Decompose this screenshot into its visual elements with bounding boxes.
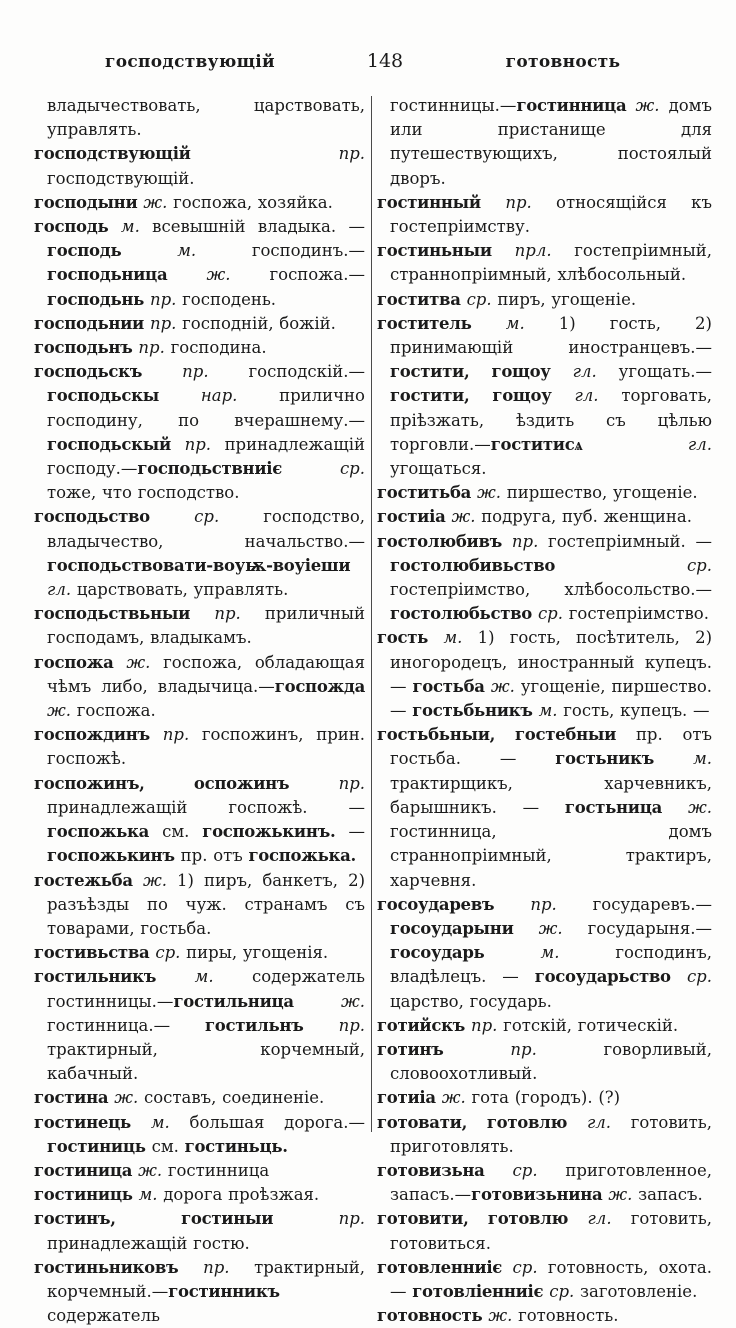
dictionary-entry [377,723,712,892]
headword: гостивьства [34,943,156,963]
grammar-tag: ж. [142,870,178,890]
dictionary-entry [34,1207,365,1255]
dictionary-entry [377,1304,712,1328]
dictionary-entry [377,530,712,627]
running-title-left: господствующій [105,52,275,72]
headword: готовліенниіє [412,1281,550,1301]
grammar-tag: ср. [512,1257,548,1277]
definition-text: готскій, готическій. [503,1015,679,1035]
headword: гостити, гощоу [390,362,573,382]
grammar-tag: м. [177,241,252,261]
dictionary-entry [377,1207,712,1255]
definition-text: составъ, соединеніе. [144,1088,325,1108]
dictionary-entry [377,893,712,1014]
grammar-tag: м. [443,628,478,648]
definition-text: — [348,822,365,842]
grammar-tag: ж. [490,676,521,696]
grammar-tag: ж. [488,1306,519,1326]
headword: госоударыни [390,918,539,938]
headword: гостиньныи [377,241,515,261]
dictionary-entry [34,1159,365,1183]
grammar-tag: ж. [340,991,365,1011]
definition-text: всевышній владыка. — [152,217,365,237]
definition-text: готовить, готовиться. [390,1209,712,1253]
dictionary-entry [34,869,365,942]
definition-text: госпожа, хозяйка. [173,192,333,212]
grammar-tag: ж. [477,483,507,503]
headword: господьскый [47,434,185,454]
grammar-tag: ср. [466,289,498,309]
grammar-tag: ж. [114,1088,144,1108]
headword: господьнь [47,289,150,309]
dictionary-entry [377,1038,712,1086]
headword: гостильникъ [34,967,195,987]
definition-text: готовность, охота. — [390,1257,712,1301]
entry-continuation [34,94,365,142]
grammar-tag: ср. [339,459,365,479]
headword: госпожинъ, оспожинъ [34,773,339,793]
definition-text: гостинница, домъ страннопріимный, трактиръ, харчевня. [390,822,712,890]
definition-text: см. [151,1136,185,1156]
dictionary-entry [34,941,365,965]
grammar-tag: ж. [687,797,712,817]
definition-text: приличный господамъ, владыкамъ. [47,604,365,648]
definition-text: относящійся къ гостепріимству. [390,192,712,237]
grammar-tag: пр. [530,894,593,914]
definition-text: трактирный, корчемный, кабачный. [47,1039,365,1084]
dictionary-entry [34,772,365,869]
headword: госпожда [274,676,365,696]
dictionary-entry [377,505,712,529]
headword: господьскъ [34,362,183,382]
headword: готовати, готовлю [377,1112,587,1132]
definition-text: гостепріимство, хлѣбосольство.— [390,580,712,600]
definition-text: гостепріимство. [568,604,709,624]
grammar-tag: ж. [47,701,77,721]
running-title-right: готовность [505,52,621,72]
dictionary-entry [34,336,365,360]
grammar-tag: ж. [441,1088,472,1108]
grammar-tag: пр. [338,1015,365,1035]
headword: гостолюбивьство [390,555,687,575]
grammar-tag: м. [150,1112,190,1132]
definition-text: господень. [182,289,277,309]
definition-text: царство, государь. [390,991,552,1011]
headword: гостиниць [47,1136,152,1156]
text-columns [0,88,736,1328]
headword: господьствовати-воуѭ-воуіеши [47,555,351,575]
definition-text: госпожинъ, прин. госпожѣ. [47,725,365,769]
dictionary-entry [34,602,365,650]
definition-text: угощаться. [390,459,487,479]
headword: готиіа [377,1088,442,1108]
grammar-tag: пр. [149,289,183,309]
headword: господьнии [34,313,150,333]
grammar-tag: ж. [206,265,270,285]
dictionary-entry [34,312,365,336]
dictionary-entry [34,1111,365,1159]
grammar-tag: гл. [47,580,77,600]
definition-text: трактирщикъ, харчевникъ, барышникъ. — [390,773,712,817]
dictionary-entry [34,1086,365,1110]
grammar-tag: ж. [138,1160,168,1180]
headword: госпожькинъ. [202,822,349,842]
grammar-tag: гл. [586,1112,631,1132]
headword: гостиіа [377,507,452,527]
headword: гостиница [34,1160,139,1180]
dictionary-entry [34,1183,365,1207]
definition-text: пр. отъ гостьба. — [390,725,712,769]
dictionary-entry [377,626,712,723]
definition-text: подруга, пуб. женщина. [481,507,693,527]
headword: гостолюбивъ [377,531,512,551]
grammar-tag: ср. [512,1160,566,1180]
grammar-tag: ж. [143,192,174,212]
headword: гость [377,628,444,648]
definition-text: госпожа. [76,701,156,721]
definition-text: домъ или пристанище для путешествующихъ, постоялый дворъ. [390,96,712,188]
dictionary-entry [34,215,365,312]
grammar-tag: пр. [214,604,265,624]
grammar-tag: прл. [514,241,575,261]
definition-text: господинъ.— [251,241,365,261]
definition-text: гостинницы.— [390,96,517,115]
headword: господь [47,241,178,261]
definition-text: господствующій. [47,168,195,188]
dictionary-entry [34,142,365,190]
grammar-tag: ж. [126,652,164,672]
definition-text: торговать, пріѣзжать, ѣздить съ цѣлью торговли.— [390,386,712,454]
definition-text: большая дорога.— [189,1112,365,1132]
definition-text: дорога проѣзжая. [163,1185,320,1205]
headword: гостити, гощоу [390,386,575,406]
grammar-tag: м. [538,701,564,721]
grammar-tag: ж. [451,507,482,527]
definition-text: господина. [170,338,267,358]
headword: господыни [34,192,144,212]
definition-text: запасъ. [638,1185,703,1205]
grammar-tag: пр. [505,192,557,212]
headword: гостильница [173,991,341,1011]
definition-text: гостепріимный, страннопріимный, хлѣбосольный. [390,241,712,285]
grammar-tag: пр. [184,434,225,454]
grammar-tag: пр. [182,362,249,382]
headword: гостьникъ [555,749,694,769]
dictionary-entry [377,1159,712,1207]
headword: господь [34,217,121,237]
definition-text: трактирный, корчемный.— [47,1257,365,1301]
grammar-tag: гл. [572,362,619,382]
dictionary-entry [34,723,365,771]
grammar-tag: пр. [510,1039,604,1059]
headword: гостьбьникъ [412,701,539,721]
dictionary-entry [34,651,365,724]
headword: господьница [47,265,207,285]
headword: гостинный [377,192,506,212]
left-column [34,94,365,1328]
grammar-tag: гл. [587,1209,631,1229]
grammar-tag: ж. [608,1185,639,1205]
grammar-tag: пр. [511,531,549,551]
grammar-tag: гл. [574,386,622,406]
headword: готинъ [377,1039,511,1059]
grammar-tag: пр. [338,144,365,164]
definition-text: пиры, угощенія. [186,943,329,963]
page-number: 148 [366,50,404,72]
headword: господьство [34,507,195,527]
page-header [0,0,736,88]
grammar-tag: пр. [162,725,202,745]
definition-text: господскій.— [248,362,365,382]
column-divider-rule [371,96,372,1132]
definition-text: госпожа.— [269,265,365,285]
definition-text: царствовать, управлять. [76,580,289,600]
grammar-tag: ж. [635,96,669,115]
headword: госоударь [390,943,541,963]
definition-text: готовить, приготовлять. [390,1112,712,1156]
grammar-tag: м. [138,1185,164,1205]
grammar-tag: пр. [138,338,171,358]
headword: гоститисѧ [490,434,688,454]
dictionary-entry [377,1256,712,1304]
headword: господьствниіє [137,459,340,479]
grammar-tag: пр. [149,313,183,333]
headword: готовити, готовлю [377,1209,588,1229]
grammar-tag: ср. [537,604,569,624]
dictionary-entry [34,505,365,602]
dictionary-entry [377,239,712,287]
definition-text: государевъ.— [592,894,712,914]
dictionary-entry [377,481,712,505]
headword: готовизьнина [471,1185,609,1205]
headword: готийскъ [377,1015,471,1035]
definition-text: 1) пиръ, банкетъ, 2) разъѣзды по чуж. странамъ съ товарами, гостьба. [47,870,366,938]
definition-text: гота (городъ). (?) [471,1088,621,1108]
headword: гостьбьныи, гостебныи [377,725,636,745]
headword: гостинъ, гостиныи [34,1209,339,1229]
headword: гостьба [412,676,491,696]
definition-text: 1) гость, посѣтитель, 2) иногородецъ, иностранный купецъ.— [390,628,713,696]
headword: госпожа [34,652,127,672]
headword: господствующій [34,144,339,164]
grammar-tag: ср. [686,555,712,575]
dictionary-entry [34,965,365,1086]
headword: гостинникъ [168,1281,280,1301]
dictionary-entry [34,360,365,505]
definition-text: господинъ, владѣлецъ. — [390,943,713,987]
definition-text: прилично господину, по вчерашнему.— [47,386,365,430]
headword: гоститель [377,313,506,333]
headword: готовизьна [377,1160,513,1180]
definition-text: принадлежащій госпожѣ. — [47,797,365,817]
definition-text: владычествовать, царствовать, управлять. [47,96,365,140]
grammar-tag: ср. [549,1281,581,1301]
definition-text: готовность. [518,1306,619,1326]
definition-text: принадлежащій гостю. [47,1233,250,1253]
definition-text: см. [162,822,203,842]
headword: гостильнъ [205,1015,339,1035]
definition-text: угощеніе, пиршество.— [390,676,712,721]
grammar-tag: м. [540,943,616,963]
grammar-tag: нар. [200,386,280,406]
headword: гостинница [516,96,636,115]
grammar-tag: пр. [203,1257,255,1277]
definition-text: господство, владычество, начальство.— [47,507,365,551]
definition-text: угощать.— [618,362,712,382]
headword: гостиниць [34,1185,139,1205]
definition-text: гость, купецъ. — [563,701,710,721]
definition-text: госпожа, обладающая чѣмъ либо, владычица.— [47,652,365,696]
dictionary-entry [377,288,712,312]
definition-text: содержатель гостинницы.— [47,967,365,1011]
definition-text: гостинница [167,1160,270,1180]
dictionary-entry [377,1111,712,1159]
definition-text: пиршество, угощеніе. [506,483,698,503]
headword: гоститьба [377,483,477,503]
definition-text: господній, божій. [182,313,336,333]
headword: гостолюбьство [390,604,538,624]
dictionary-entry [377,1086,712,1110]
definition-text: гостинница.— [47,1015,205,1035]
headword: госпожька [47,822,163,842]
headword: гоститва [377,289,467,309]
headword: госпожькинъ [47,846,181,866]
grammar-tag: м. [120,217,153,237]
grammar-tag: гл. [687,434,712,454]
dictionary-entry [377,191,712,239]
definition-text: гостепріимный. — [548,531,712,551]
headword: господьнъ [34,338,139,358]
headword: госпожька. [248,846,356,866]
grammar-tag: м. [693,749,713,769]
grammar-tag: пр. [470,1015,504,1035]
grammar-tag: ж. [538,918,588,938]
headword: гостинець [34,1112,151,1132]
definition-text: 1) гость, 2) принимающій иностранцевъ.— [390,313,712,358]
headword: гостина [34,1088,115,1108]
grammar-tag: ср. [155,943,187,963]
headword: гостежьба [34,870,143,890]
headword: госпождинъ [34,725,163,745]
entry-continuation [377,94,712,191]
headword: госоударьство [534,967,687,987]
headword: господьствьныи [34,604,215,624]
definition-text: пр. отъ [180,846,249,866]
headword: госоударевъ [377,894,531,914]
definition-text: тоже, что господство. [47,483,240,503]
headword: гостиньниковъ [34,1257,204,1277]
grammar-tag: ср. [686,967,712,987]
grammar-tag: пр. [338,1209,365,1229]
grammar-tag: м. [194,967,252,987]
right-column [377,94,712,1328]
definition-text: принадлежащій господу.— [47,434,365,479]
grammar-tag: м. [505,313,559,333]
headword: господьскы [47,386,201,406]
definition-text: приготовленное, запасъ.— [390,1160,712,1205]
definition-text: содержатель [47,1306,161,1326]
headword: гостьница [564,797,688,817]
headword: готовленниіє [377,1257,513,1277]
definition-text: заготовленіе. [580,1281,698,1301]
grammar-tag: ср. [194,507,264,527]
dictionary-entry [34,1256,365,1328]
definition-text: государыня.— [587,918,712,938]
grammar-tag: пр. [338,773,365,793]
dictionary-entry [377,312,712,481]
definition-text: пиръ, угощеніе. [497,289,637,309]
headword: готовность [377,1306,489,1326]
dictionary-entry [377,1014,712,1038]
dictionary-entry [34,191,365,215]
definition-text: говорливый, словоохотливый. [390,1039,712,1084]
headword: гостиньць. [184,1136,288,1156]
